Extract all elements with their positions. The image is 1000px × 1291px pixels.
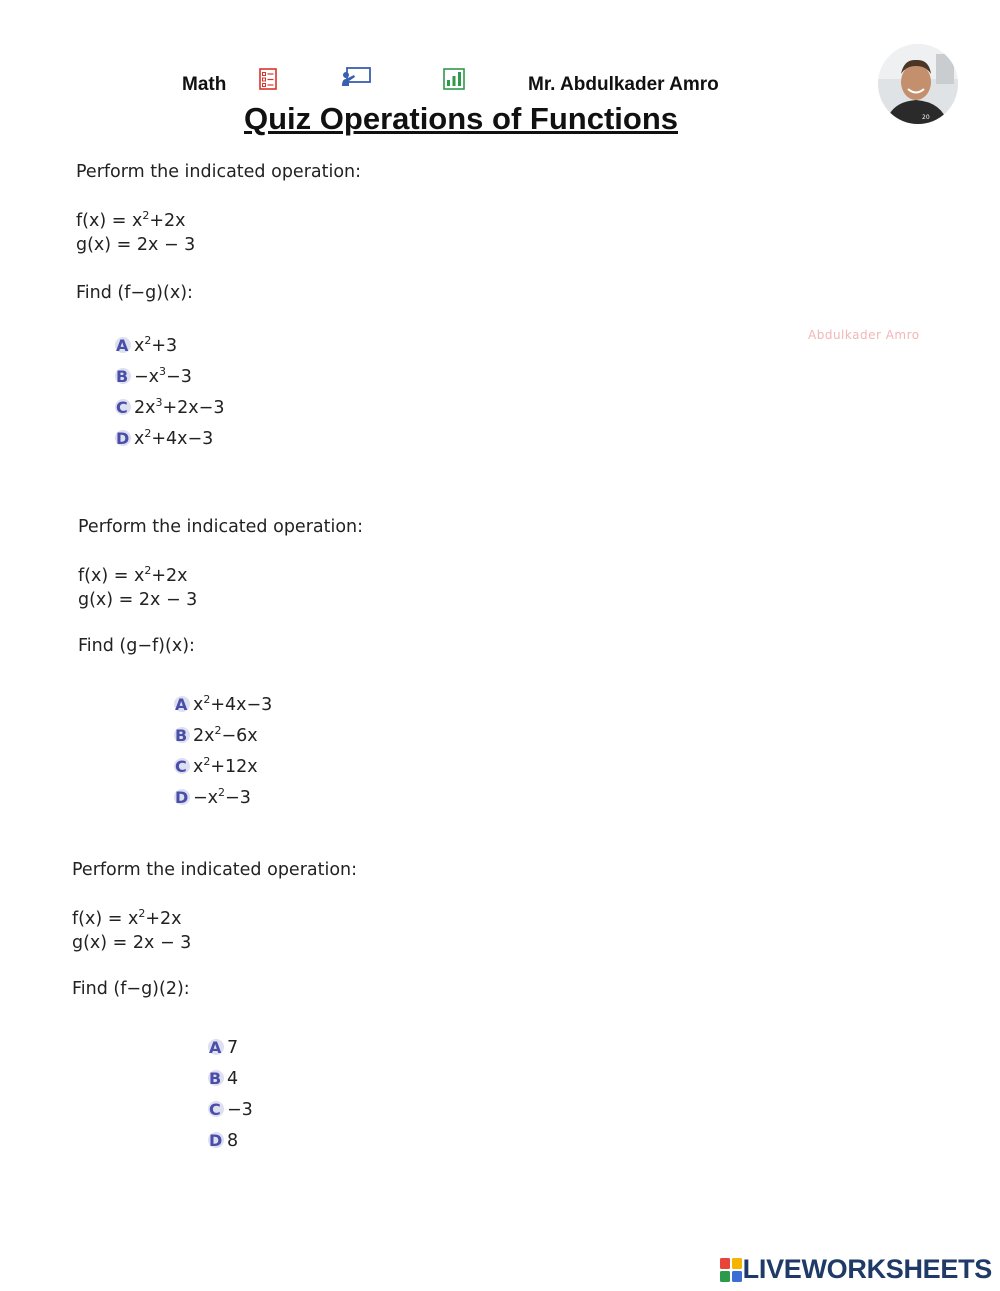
option-value: $x^2+4x-3$ bbox=[134, 426, 214, 449]
option-letter: D bbox=[116, 429, 134, 448]
answer-options-3 bbox=[209, 1032, 253, 1156]
question-3 bbox=[72, 858, 357, 1001]
watermark: Abdulkader Amro bbox=[808, 328, 920, 342]
teacher-name: Mr. Abdulkader Amro bbox=[528, 74, 719, 95]
option-value: $x^2+3$ bbox=[134, 333, 178, 356]
page-title: Quiz Operations of Functions bbox=[244, 101, 678, 136]
question-instruction: Perform the indicated operation: bbox=[78, 517, 364, 537]
question-prompt: Find (f−g)(x): bbox=[76, 283, 193, 303]
option-b[interactable] bbox=[116, 361, 224, 392]
option-letter: C bbox=[209, 1100, 227, 1119]
question-1 bbox=[76, 160, 361, 305]
function-f: $f(x) = x^2+2x$ bbox=[78, 564, 188, 586]
answer-options-2 bbox=[175, 689, 272, 813]
option-value: $x^2+4x-3$ bbox=[193, 692, 273, 715]
option-letter: A bbox=[175, 695, 193, 714]
option-value: $-x^3-3$ bbox=[134, 364, 192, 387]
bar-chart-icon[interactable] bbox=[443, 68, 465, 90]
option-d[interactable] bbox=[175, 782, 272, 813]
option-c[interactable] bbox=[175, 751, 272, 782]
function-g: g(x) = 2x − 3 bbox=[78, 590, 198, 610]
function-f: $f(x) = x^2+2x$ bbox=[72, 907, 182, 929]
option-letter: A bbox=[116, 336, 134, 355]
option-value: $2x^2-6x$ bbox=[193, 723, 258, 746]
liveworksheets-logo-icon bbox=[719, 1257, 743, 1283]
option-letter: D bbox=[175, 788, 193, 807]
whiteboard-icon[interactable] bbox=[340, 66, 372, 88]
checklist-icon[interactable] bbox=[259, 68, 277, 90]
option-c[interactable] bbox=[116, 392, 224, 423]
question-prompt: Find (f−g)(2): bbox=[72, 979, 190, 999]
function-g: g(x) = 2x − 3 bbox=[72, 933, 192, 953]
option-b[interactable] bbox=[209, 1063, 253, 1094]
option-a[interactable] bbox=[209, 1032, 253, 1063]
option-letter: D bbox=[209, 1131, 227, 1150]
question-prompt: Find (g−f)(x): bbox=[78, 636, 195, 656]
subject-label: Math bbox=[182, 74, 227, 95]
option-value: −3 bbox=[227, 1099, 253, 1120]
option-letter: B bbox=[116, 367, 134, 386]
option-c[interactable] bbox=[209, 1094, 253, 1125]
option-value: $-x^2-3$ bbox=[193, 785, 251, 808]
option-d[interactable] bbox=[209, 1125, 253, 1156]
option-a[interactable] bbox=[175, 689, 272, 720]
option-letter: C bbox=[175, 757, 193, 776]
svg-text:20: 20 bbox=[922, 114, 930, 121]
brand-name: LIVEWORKSHEETS bbox=[742, 1254, 992, 1284]
option-b[interactable] bbox=[175, 720, 272, 751]
answer-options-1 bbox=[116, 330, 224, 454]
option-value: 4 bbox=[227, 1068, 239, 1089]
question-instruction: Perform the indicated operation: bbox=[72, 860, 358, 880]
option-letter: C bbox=[116, 398, 134, 417]
question-2 bbox=[78, 515, 363, 658]
question-instruction: Perform the indicated operation: bbox=[76, 162, 362, 182]
option-letter: B bbox=[209, 1069, 227, 1088]
option-value: 7 bbox=[227, 1037, 239, 1058]
option-d[interactable] bbox=[116, 423, 224, 454]
option-a[interactable] bbox=[116, 330, 224, 361]
option-value: $2x^3+2x-3$ bbox=[134, 395, 225, 418]
option-letter: A bbox=[209, 1038, 227, 1057]
liveworksheets-logo[interactable] bbox=[719, 1254, 992, 1285]
function-g: g(x) = 2x − 3 bbox=[76, 235, 196, 255]
function-f: $f(x) = x^2+2x$ bbox=[76, 209, 186, 231]
option-letter: B bbox=[175, 726, 193, 745]
option-value: $x^2+12x$ bbox=[193, 754, 258, 777]
option-value: 8 bbox=[227, 1130, 239, 1151]
